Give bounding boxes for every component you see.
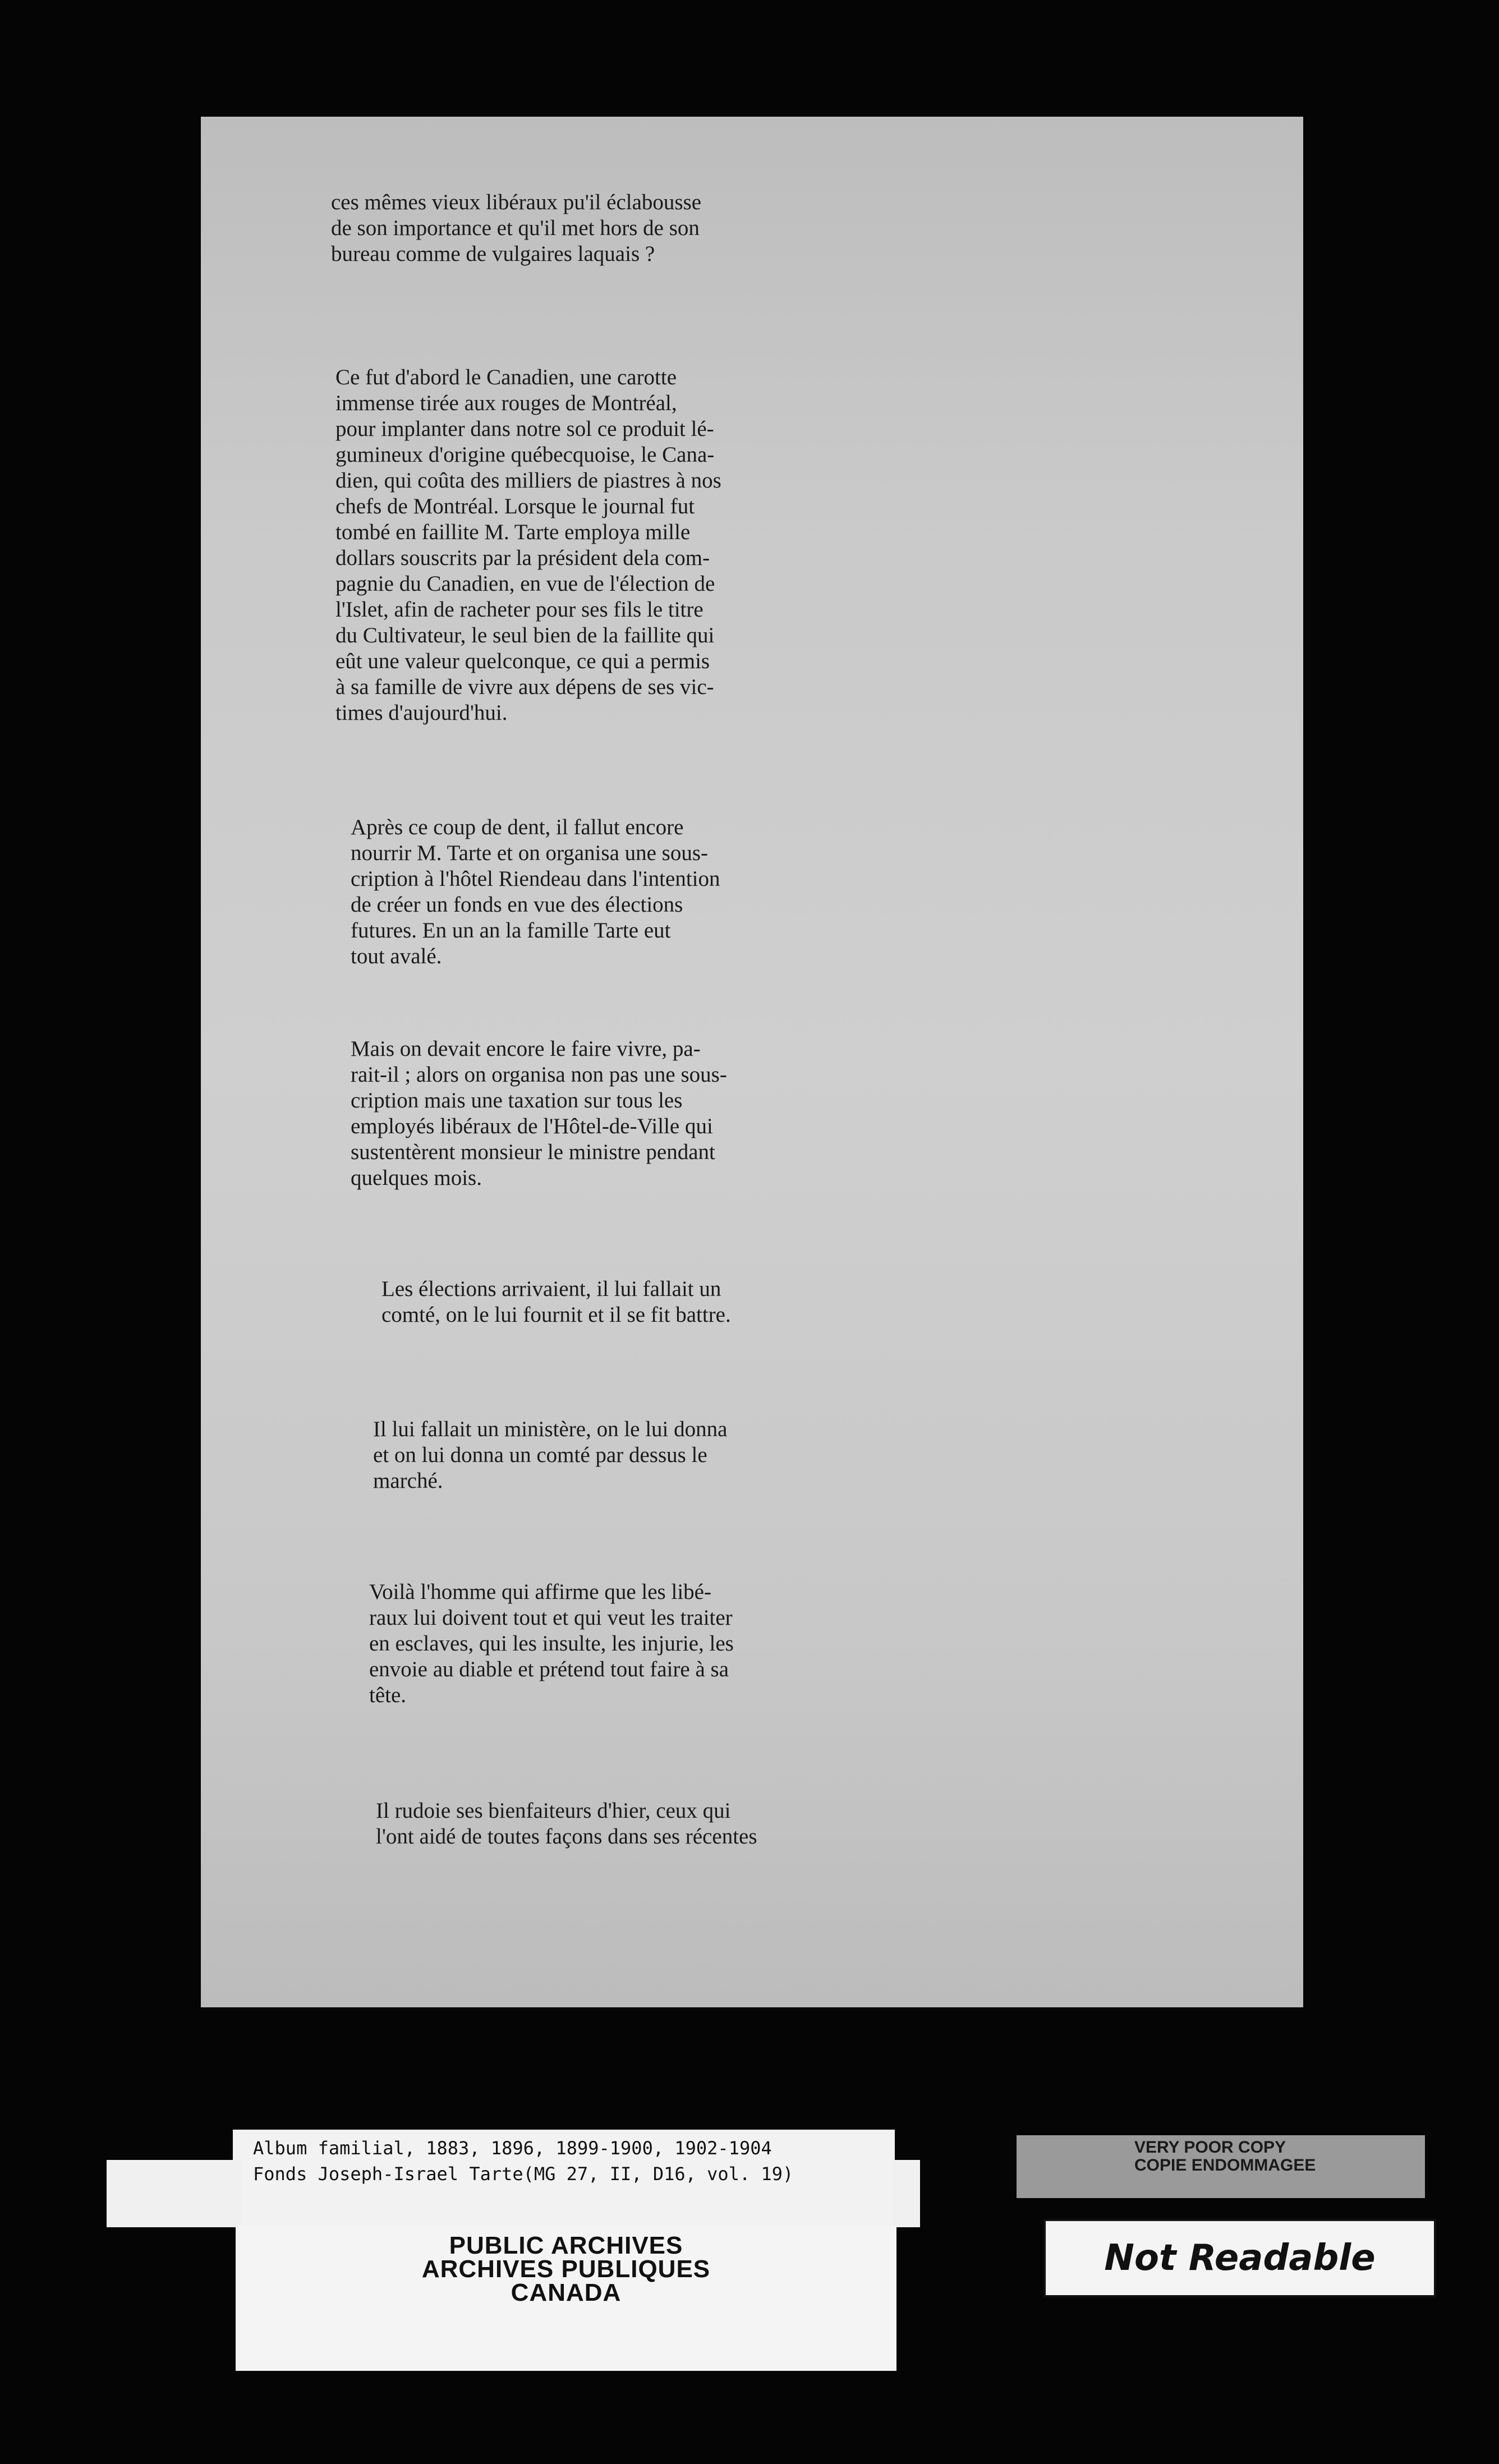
text-line: rait-il ; alors on organisa non pas une sous-	[351, 1063, 727, 1087]
archive-reference-label	[233, 2130, 895, 2225]
text-line: Les élections arrivaient, il lui fallait un	[381, 1277, 721, 1301]
text-line: nourrir M. Tarte et on organisa une sous-	[351, 841, 709, 865]
text-line: cription à l'hôtel Riendeau dans l'intention	[351, 867, 720, 891]
public-archives-stamp	[236, 2225, 896, 2371]
archives-line-1: PUBLIC ARCHIVES	[449, 2232, 683, 2259]
text-line: envoie au diable et prétend tout faire à sa	[369, 1657, 729, 1681]
paragraph	[335, 365, 721, 726]
text-line: chefs de Montréal. Lorsque le journal fut	[335, 494, 695, 518]
text-line: gumineux d'origine québecquoise, le Cana-	[335, 443, 715, 467]
text-line: employés libéraux de l'Hôtel-de-Ville qui	[351, 1114, 713, 1138]
text-line: l'ont aidé de toutes façons dans ses récentes	[376, 1824, 757, 1849]
text-line: Après ce coup de dent, il fallut encore	[351, 815, 684, 839]
quality-stamp-line-2: COPIE ENDOMMAGEE	[1134, 2156, 1316, 2175]
paragraph	[373, 1417, 727, 1494]
text-line: eût une valeur quelconque, ce qui a permis	[335, 649, 710, 673]
text-line: pagnie du Canadien, en vue de l'élection de	[335, 572, 715, 596]
paragraph	[376, 1798, 757, 1850]
text-line: sustentèrent monsieur le ministre pendant	[351, 1140, 715, 1164]
text-line: Voilà l'homme qui affirme que les libé-	[369, 1580, 711, 1604]
text-line: immense tirée aux rouges de Montréal,	[335, 391, 677, 415]
text-line: à sa famille de vivre aux dépens de ses vic-	[335, 675, 714, 699]
text-line: de créer un fonds en vue des élections	[351, 893, 683, 917]
text-line: de son importance et qu'il met hors de son	[331, 216, 700, 240]
quality-stamp-line-1: VERY POOR COPY	[1134, 2138, 1286, 2157]
text-line: dollars souscrits par la président dela com-	[335, 546, 710, 570]
text-line: en esclaves, qui les insulte, les injurie, les	[369, 1631, 734, 1656]
archive-label-tab-left	[107, 2160, 241, 2227]
text-line: dien, qui coûta des milliers de piastres à nos	[335, 468, 721, 493]
text-line: et on lui donna un comté par dessus le	[373, 1443, 707, 1467]
text-line: comté, on le lui fournit et il se fit battre.	[381, 1303, 731, 1327]
text-line: marché.	[373, 1469, 443, 1493]
text-line: Ce fut d'abord le Canadien, une carotte	[335, 365, 677, 389]
text-line: times d'aujourd'hui.	[335, 701, 508, 725]
text-line: quelques mois.	[351, 1166, 482, 1190]
text-line: tout avalé.	[351, 944, 442, 968]
paragraph	[369, 1579, 734, 1708]
text-line: Il rudoie ses bienfaiteurs d'hier, ceux qui	[376, 1799, 731, 1823]
paragraph	[331, 190, 701, 267]
text-line: pour implanter dans notre sol ce produit lé-	[335, 417, 714, 441]
paragraph	[381, 1276, 731, 1328]
text-line: futures. En un an la famille Tarte eut	[351, 918, 671, 943]
archives-line-3: CANADA	[511, 2279, 622, 2306]
text-line: tombé en faillite M. Tarte employa mille	[335, 520, 691, 544]
text-line: Mais on devait encore le faire vivre, pa-	[351, 1037, 701, 1061]
text-line: Il lui fallait un ministère, on le lui donna	[373, 1417, 728, 1441]
text-line: ces mêmes vieux libéraux pu'il éclabousse	[331, 190, 702, 214]
quality-stamp	[1017, 2135, 1425, 2198]
text-line: bureau comme de vulgaires laquais ?	[331, 242, 655, 266]
text-line: raux lui doivent tout et qui veut les traiter	[369, 1606, 733, 1630]
text-line: cription mais une taxation sur tous les	[351, 1088, 683, 1113]
text-line: tête.	[369, 1683, 407, 1707]
archives-line-2: ARCHIVES PUBLIQUES	[421, 2255, 711, 2283]
paragraph	[351, 815, 720, 969]
archive-reference-line-2: Fonds Joseph-Israel Tarte(MG 27, II, D16, vol. 19)	[253, 2163, 794, 2185]
text-line: du Cultivateur, le seul bien de la faillite qui	[335, 623, 715, 647]
text-line: l'Islet, afin de racheter pour ses fils le titre	[335, 597, 703, 622]
archive-label-tab-right	[892, 2160, 920, 2227]
paragraph	[351, 1036, 727, 1191]
archive-reference-line-1: Album familial, 1883, 1896, 1899-1900, 1902-1904	[253, 2137, 772, 2159]
not-readable-note: Not Readable	[1043, 2219, 1436, 2297]
